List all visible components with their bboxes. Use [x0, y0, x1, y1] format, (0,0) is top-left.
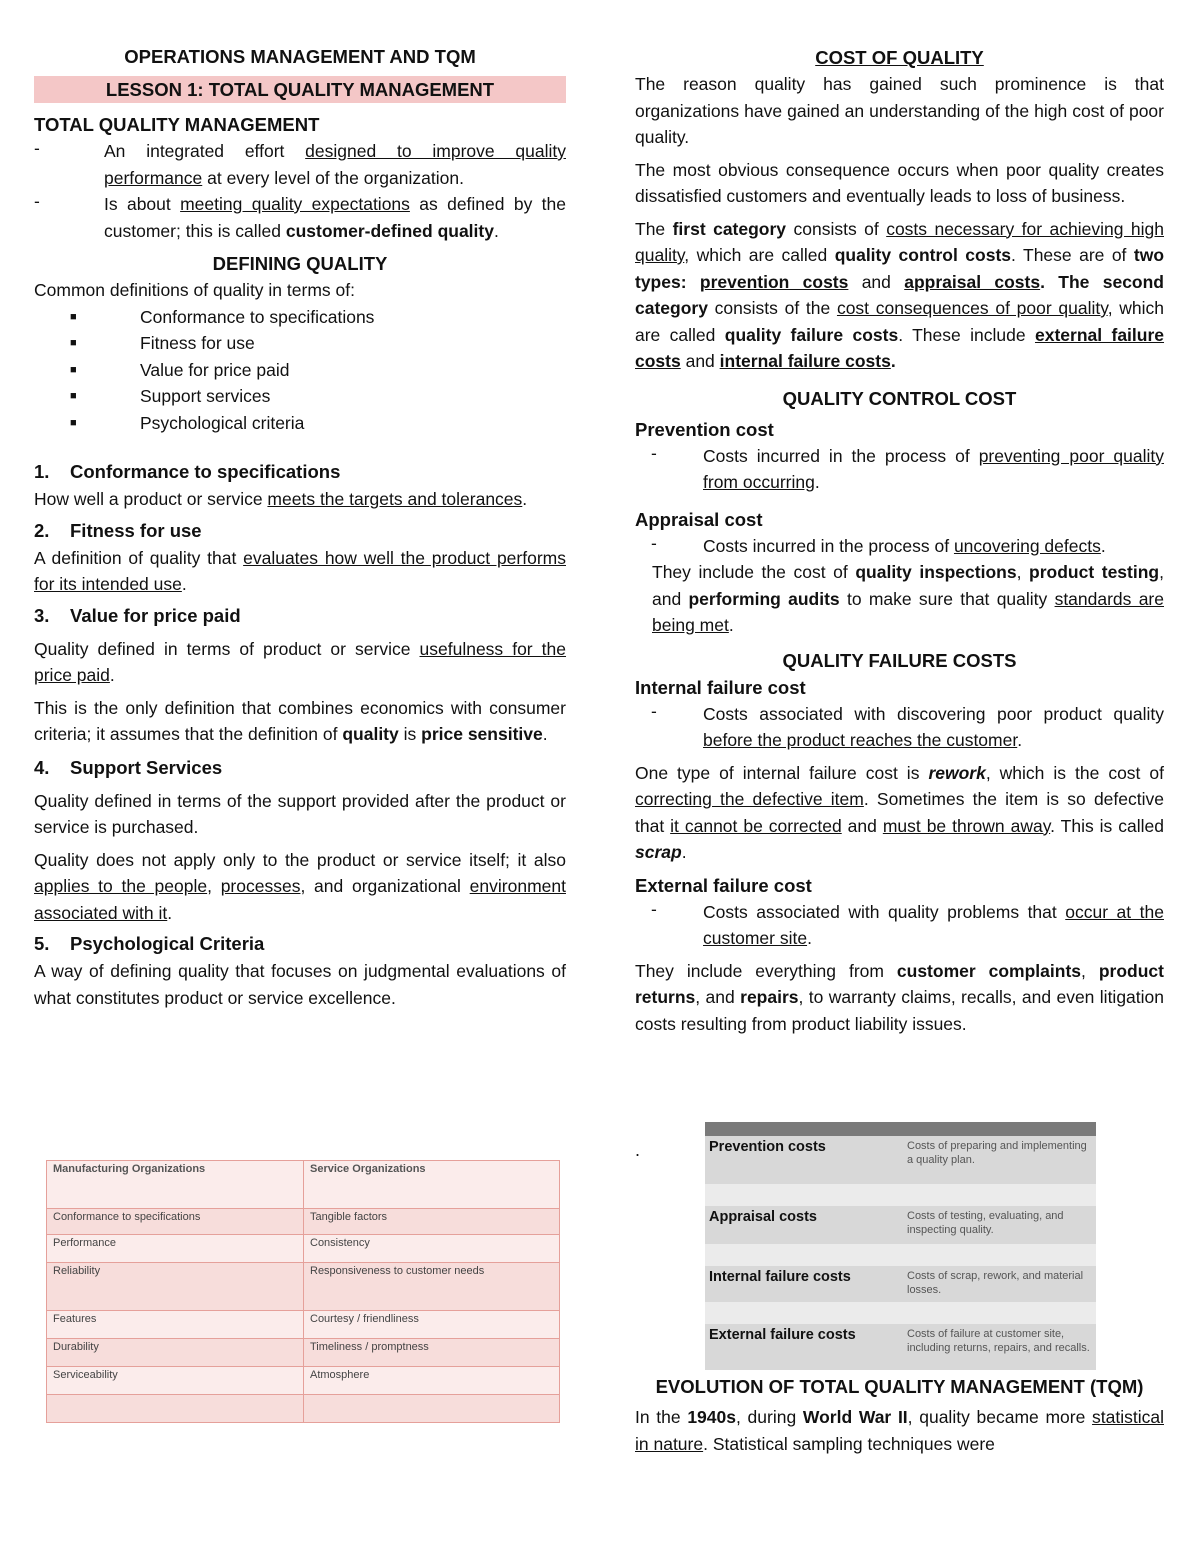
- document-title: OPERATIONS MANAGEMENT AND TQM: [124, 46, 476, 67]
- appraisal-cost-heading: Appraisal cost: [635, 508, 763, 530]
- table-cell: Serviceability: [47, 1367, 304, 1395]
- cost-name: Appraisal costs: [705, 1206, 903, 1244]
- section-3-note: This is the only definition that combines economics with consumer criteria; it assumes that the definition of quality is price sensitive.: [34, 697, 566, 744]
- coq-paragraph-2: The most obvious consequence occurs when poor quality creates dissatisfied customers and eventually leads to loss of business.: [635, 159, 1164, 206]
- prevention-cost-point: - Costs incurred in the process of preventing poor quality from occurring.: [651, 442, 1164, 492]
- table-cell: [304, 1395, 560, 1423]
- table-cell: Courtesy / friendliness: [304, 1311, 560, 1339]
- table-cell: Features: [47, 1311, 304, 1339]
- table-cell: Reliability: [47, 1263, 304, 1311]
- table-row: [47, 1339, 560, 1367]
- quality-dimensions-table: [46, 1160, 560, 1423]
- table-cell: Timeliness / promptness: [304, 1339, 560, 1367]
- coq-paragraph-3: The first category consists of costs necessary for achieving high quality, which are called quality control costs. These are of two types: prevention costs and appraisal costs. The second category consists of the cost consequences of poor quality, which are called quality failure costs. These include external failure costs and internal failure costs.: [635, 218, 1165, 371]
- definition-bullet: ■ Fitness for use: [70, 333, 255, 353]
- left-column: [34, 44, 566, 1011]
- definition-bullet: ■ Value for price paid: [70, 359, 290, 380]
- section-3-text: Quality defined in terms of product or service usefulness for the price paid.: [34, 638, 567, 685]
- appraisal-cost-note: They include the cost of quality inspections, product testing, and performing audits to make sure that quality standards are being met.: [652, 562, 1164, 635]
- table-header: Manufacturing Organizations: [47, 1161, 304, 1209]
- table-cell: Atmosphere: [304, 1367, 560, 1395]
- section-4-text: Quality defined in terms of the support provided after the product or service is purchased.: [34, 790, 566, 837]
- tqm-point: - Is about meeting quality expectations as defined by the customer; this is called customer-defined quality.: [34, 191, 566, 241]
- table-row: [47, 1367, 560, 1395]
- table-row: [47, 1311, 560, 1339]
- table-row: [47, 1235, 560, 1263]
- table-row: [47, 1209, 560, 1235]
- evolution-section: [635, 1373, 1164, 1457]
- definition-bullet: ■ Conformance to specifications: [70, 306, 375, 327]
- cost-description: Costs of scrap, rework, and material losses.: [903, 1266, 1096, 1302]
- section-3-heading: 3. Value for price paid: [34, 604, 241, 626]
- cost-name: External failure costs: [705, 1324, 903, 1370]
- cost-name: Prevention costs: [705, 1136, 903, 1184]
- table-header: Service Organizations: [304, 1161, 560, 1209]
- evolution-paragraph: In the 1940s, during World War II, quality became more statistical in nature. Statistical sampling techniques were: [635, 1407, 1164, 1454]
- tqm-heading: TOTAL QUALITY MANAGEMENT: [34, 114, 320, 135]
- section-1-text: How well a product or service meets the targets and tolerances.: [34, 489, 528, 509]
- section-5-heading: 5. Psychological Criteria: [34, 933, 265, 954]
- table-cell: Consistency: [304, 1235, 560, 1263]
- quality-control-cost-heading: QUALITY CONTROL COST: [782, 387, 1017, 409]
- internal-failure-heading: Internal failure cost: [635, 676, 806, 698]
- section-2-heading: 2. Fitness for use: [34, 519, 202, 541]
- table-cell: Durability: [47, 1339, 304, 1367]
- defining-intro: Common definitions of quality in terms of:: [34, 280, 355, 300]
- table-row: [705, 1324, 1096, 1370]
- section-2-text: A definition of quality that evaluates how well the product performs for its intended use.: [34, 547, 566, 594]
- table-row: [47, 1263, 560, 1311]
- table-row: [47, 1395, 560, 1423]
- section-5-text: A way of defining quality that focuses on judgmental evaluations of what constitutes product or service excellence.: [34, 961, 566, 1008]
- right-column: [635, 44, 1164, 1037]
- table-cell: Responsiveness to customer needs: [304, 1263, 560, 1311]
- prevention-cost-heading: Prevention cost: [635, 418, 774, 440]
- cost-description: Costs of preparing and implementing a quality plan.: [903, 1136, 1096, 1184]
- cost-description: Costs of failure at customer site, including returns, repairs, and recalls.: [903, 1324, 1096, 1370]
- table-row: [705, 1206, 1096, 1244]
- cost-name: Internal failure costs: [705, 1266, 903, 1302]
- lesson-banner: LESSON 1: TOTAL QUALITY MANAGEMENT: [34, 76, 566, 103]
- tqm-point: - An integrated effort designed to improve quality performance at every level of the organization.: [34, 138, 566, 188]
- section-4-note: Quality does not apply only to the product or service itself; it also applies to the people, processes, and organizational environment associated with it.: [34, 849, 566, 923]
- internal-failure-note: One type of internal failure cost is rework, which is the cost of correcting the defective item. Sometimes the item is so defective that it cannot be corrected and must be thrown away. This is called scrap.: [635, 762, 1165, 862]
- cost-categories-table: [705, 1122, 1096, 1370]
- cost-description: Costs of testing, evaluating, and inspecting quality.: [903, 1206, 1096, 1244]
- table-cell: Conformance to specifications: [47, 1209, 304, 1235]
- table-header-bar: [705, 1122, 1096, 1136]
- appraisal-cost-point: - Costs incurred in the process of uncovering defects.: [651, 532, 1106, 556]
- external-failure-heading: External failure cost: [635, 874, 812, 896]
- definition-bullet: ■ Support services: [70, 386, 271, 406]
- coq-paragraph-1: The reason quality has gained such prominence is that organizations have gained an understanding of the high cost of poor quality.: [635, 74, 1164, 147]
- table-cell: Performance: [47, 1235, 304, 1263]
- table-row: [705, 1136, 1096, 1184]
- table-header-row: [47, 1161, 560, 1209]
- definition-bullet: ■ Psychological criteria: [70, 412, 305, 433]
- external-failure-note: They include everything from customer complaints, product returns, and repairs, to warranty claims, recalls, and even litigation costs resulting from product liability issues.: [635, 960, 1164, 1034]
- table-row: [705, 1266, 1096, 1302]
- external-failure-point: - Costs associated with quality problems that occur at the customer site.: [651, 898, 1164, 948]
- section-4-heading: 4. Support Services: [34, 756, 223, 778]
- internal-failure-point: - Costs associated with discovering poor product quality before the product reaches the customer.: [651, 700, 1164, 750]
- defining-quality-heading: DEFINING QUALITY: [212, 253, 388, 274]
- table-cell: [47, 1395, 304, 1423]
- evolution-heading: EVOLUTION OF TOTAL QUALITY MANAGEMENT (TQM): [655, 1376, 1144, 1397]
- cost-of-quality-heading: COST OF QUALITY: [815, 47, 984, 68]
- section-1-heading: 1. Conformance to specifications: [34, 461, 341, 482]
- quality-failure-costs-heading: QUALITY FAILURE COSTS: [782, 649, 1017, 671]
- table-cell: Tangible factors: [304, 1209, 560, 1235]
- stray-period: .: [635, 1140, 641, 1160]
